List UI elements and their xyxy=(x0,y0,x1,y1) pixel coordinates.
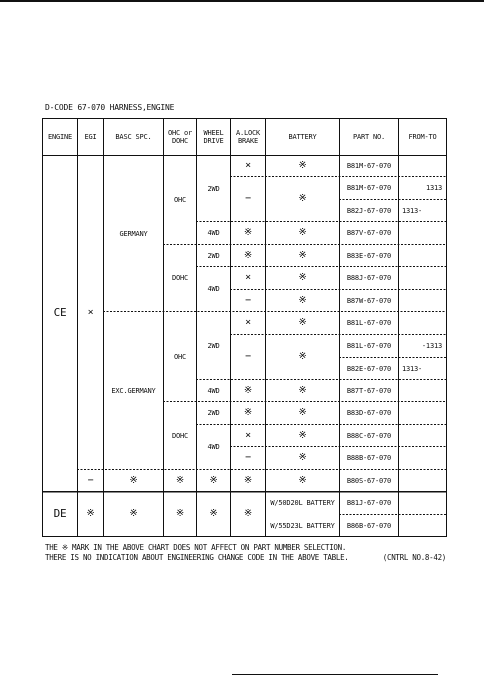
from-to-3: -1313 xyxy=(421,342,442,350)
from-to-2: 1313- xyxy=(402,206,423,215)
header-ohc-dohc: OHC or DOHC xyxy=(167,129,193,145)
header-basc-spc: BASC SPC. xyxy=(115,133,152,141)
part-no-16: B81J-67-070 xyxy=(346,499,392,507)
footnote-note-mark: THE ※ MARK IN THE ABOVE CHART DOES NOT AFFECT ON PART NUMBER SELECTION. xyxy=(45,543,347,552)
spec-note-2: ※ xyxy=(129,508,138,519)
engine-de: DE xyxy=(53,507,67,520)
part-no-6: B88J-67-070 xyxy=(346,274,392,282)
drive-2wd-d: 2WD xyxy=(207,409,220,417)
part-no-14: B88B-67-070 xyxy=(346,454,392,462)
battery-option-1: W/50D20L BATTERY xyxy=(270,499,335,507)
part-no-10: B82E-67-070 xyxy=(346,364,392,373)
battery-r4: ※ xyxy=(298,249,307,261)
footnote-engineering-change: THERE IS NO INDICATION ABOUT ENGINEERING CHANGE CODE IN THE ABOVE TABLE. xyxy=(45,553,349,562)
from-to-1: 1313 xyxy=(425,184,442,192)
battery-r10: ※ xyxy=(298,407,307,418)
brake-r8: − xyxy=(245,351,251,362)
drive-note-1: ※ xyxy=(209,474,218,486)
part-no-3: B82J-67-070 xyxy=(346,206,392,215)
ohc-exc-germany: OHC xyxy=(173,352,187,361)
header-battery: BATTERY xyxy=(288,133,317,141)
brake-r11: × xyxy=(245,429,251,441)
battery-r3: ※ xyxy=(298,227,307,238)
drive-4wd-b: 4WD xyxy=(207,285,220,293)
part-no-13: B88C-67-070 xyxy=(346,431,392,440)
part-no-7: B87W-67-070 xyxy=(346,296,392,305)
egi-note: ※ xyxy=(86,508,95,519)
spec-note-1: ※ xyxy=(129,474,138,486)
battery-r13: ※ xyxy=(298,474,307,486)
battery-r2: ※ xyxy=(298,193,307,204)
header-engine: ENGINE xyxy=(47,133,73,141)
part-no-12: B83D-67-070 xyxy=(346,409,392,417)
battery-r8: ※ xyxy=(298,351,307,362)
drive-2wd-c: 2WD xyxy=(207,341,220,350)
engine-ce: CE xyxy=(53,305,67,319)
ohc-germany: OHC xyxy=(173,196,187,204)
brake-r5: × xyxy=(245,272,251,283)
brake-r13: ※ xyxy=(243,474,253,486)
spec-germany: GERMANY xyxy=(119,229,148,238)
header-alock-brake: A.LOCK BRAKE xyxy=(235,129,261,145)
part-no-8: B81L-67-070 xyxy=(346,319,392,327)
part-no-15: B80S-67-070 xyxy=(346,476,392,485)
part-no-5: B83E-67-070 xyxy=(346,251,392,260)
battery-r12: ※ xyxy=(298,452,307,463)
ohc-note-2: ※ xyxy=(175,508,185,519)
brake-r7: × xyxy=(245,317,251,328)
battery-r9: ※ xyxy=(298,384,307,396)
part-no-11: B87T-67-070 xyxy=(346,386,392,395)
brake-r12: − xyxy=(245,452,251,463)
part-no-17: B86B-67-070 xyxy=(346,521,392,530)
battery-r5: ※ xyxy=(298,272,307,283)
egi-cross: × xyxy=(87,306,94,318)
brake-r1: × xyxy=(245,160,251,171)
brake-r4: ※ xyxy=(243,249,253,261)
brake-r3: ※ xyxy=(243,227,253,238)
header-part-no: PART NO. xyxy=(352,133,386,141)
brake-r14: ※ xyxy=(243,508,253,519)
drive-4wd-d: 4WD xyxy=(207,443,220,451)
dohc-germany: DOHC xyxy=(171,274,189,282)
header-from-to: FROM-TO xyxy=(408,133,437,141)
brake-r10: ※ xyxy=(243,407,253,418)
part-no-9: B81L-67-070 xyxy=(346,342,392,350)
drive-4wd-a: 4WD xyxy=(207,229,220,237)
part-no-2: B81M-67-070 xyxy=(346,184,392,192)
egi-dash: − xyxy=(87,474,94,486)
part-no-4: B87V-67-070 xyxy=(346,229,392,237)
spec-exc-germany: EXC.GERMANY xyxy=(111,386,156,395)
dohc-exc-germany: DOHC xyxy=(171,431,189,440)
header-wheel-drive: WHEEL DRIVE xyxy=(203,129,224,145)
battery-option-2: W/55D23L BATTERY xyxy=(270,521,335,530)
control-number: (CNTRL NO.8-42) xyxy=(382,553,446,562)
drive-2wd-b: 2WD xyxy=(207,251,220,260)
document-title: D-CODE 67-070 HARNESS,ENGINE xyxy=(45,103,175,112)
battery-r11: ※ xyxy=(298,429,307,441)
part-no-1: B81M-67-070 xyxy=(346,162,392,170)
battery-r7: ※ xyxy=(298,317,307,328)
brake-r6: − xyxy=(245,294,251,306)
drive-note-2: ※ xyxy=(209,508,218,519)
brake-r9: ※ xyxy=(243,384,253,396)
from-to-4: 1313- xyxy=(402,364,423,373)
battery-r1: ※ xyxy=(298,160,307,171)
drive-4wd-c: 4WD xyxy=(207,386,220,395)
battery-r6: ※ xyxy=(298,294,307,306)
brake-r2: − xyxy=(245,193,251,204)
header-egi: EGI xyxy=(84,133,97,141)
ohc-note-1: ※ xyxy=(175,474,185,486)
drive-2wd-a: 2WD xyxy=(207,184,220,193)
